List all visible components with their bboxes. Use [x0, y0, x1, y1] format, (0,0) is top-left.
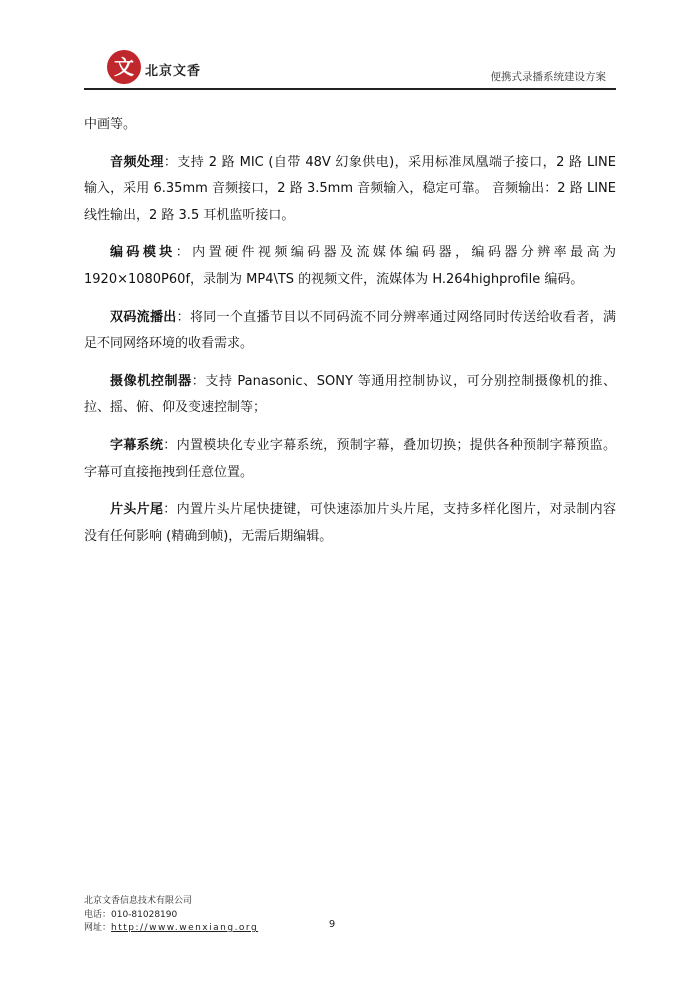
footer-website-link[interactable]: http://www.wenxiang.org: [111, 923, 259, 933]
section-text: ：将同一个直播节目以不同码流不同分辨率通过网络同时传送给收看者，满足不同网络环境的收看需求。: [84, 309, 616, 352]
footer-company: 北京文香信息技术有限公司: [84, 896, 193, 906]
section-text: ：支持 2 路 MIC (自带 48V 幻象供电)，采用标准凤凰端子接口，2 路 LINE 输入，采用 6.35mm 音频接口，2 路 3.5mm 音频输入，稳定可靠。 音频输出：2 路 LINE 线性输出，2 路 3.5 耳机监听接口。: [84, 154, 616, 223]
section-text: ：内置硬件视频编码器及流媒体编码器，编码器分辨率最高为 1920×1080P60f，录制为 MP4\TS 的视频文件，流媒体为 H.264highprofile 编码。: [84, 245, 616, 287]
section-label: 编码模块: [110, 245, 176, 261]
brand-name: 北京文香: [145, 64, 202, 79]
section-text: ：支持 Panasonic、SONY 等通用控制协议，可分别控制摄像机的推、拉、摇、俯、仰及变速控制等；: [84, 373, 616, 416]
section-encoding-module: [84, 240, 616, 293]
footer-website-row: [84, 922, 258, 936]
section-label: 音频处理: [110, 154, 164, 170]
section-label: 字幕系统: [110, 437, 164, 453]
section-camera-controller: [84, 369, 616, 422]
footer-phone: 电话：010-81028190: [84, 909, 178, 920]
footer-website-label: 网址：: [84, 923, 112, 933]
section-subtitle-system: [84, 433, 616, 486]
logo-glyph: 文: [114, 55, 134, 79]
section-label: 片头片尾: [110, 502, 164, 518]
section-label: 摄像机控制器: [110, 373, 192, 389]
company-logo: [107, 50, 141, 84]
page-content: [84, 112, 616, 550]
document-title: 便携式录播系统建设方案: [490, 71, 606, 83]
page-footer: [84, 895, 258, 936]
section-dual-stream: [84, 305, 616, 358]
section-label: 双码流播出: [110, 309, 177, 325]
intro-paragraph: 中画等。: [84, 117, 137, 132]
header-divider: [84, 88, 616, 90]
section-audio-processing: [84, 150, 616, 230]
section-text: ：内置片头片尾快捷键，可快速添加片头片尾，支持多样化图片，对录制内容没有任何影响 (精确到帧)，无需后期编辑。: [84, 502, 616, 544]
page-number: 9: [328, 919, 336, 930]
section-text: ：内置模块化专业字幕系统，预制字幕，叠加切换；提供各种预制字幕预监。字幕可直接拖拽到任意位置。: [84, 437, 616, 480]
section-intro-outro: [84, 497, 616, 550]
